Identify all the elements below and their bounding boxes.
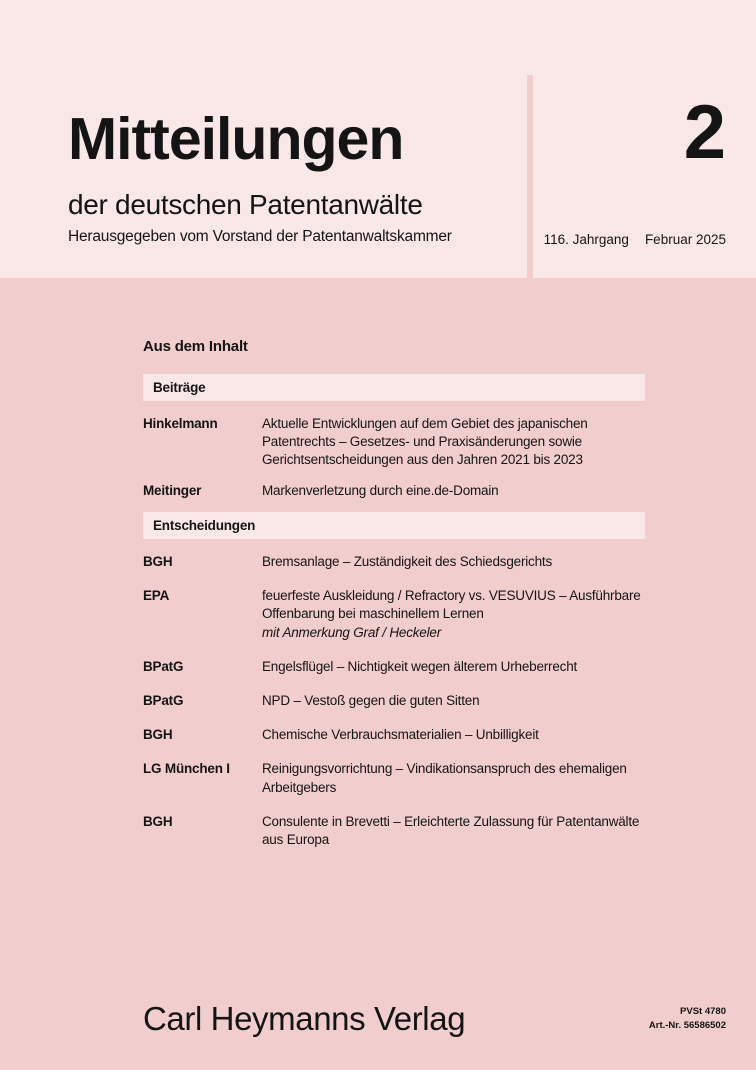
entry-title: Consulente in Brevetti – Erleichterte Zulassung für Patentanwälte aus Europa: [262, 813, 640, 848]
list-item[interactable]: [143, 813, 645, 849]
section-header-beitraege: Beiträge: [143, 374, 645, 401]
entry-note: mit Anmerkung Graf / Heckeler: [262, 624, 442, 640]
entry-author: BPatG: [143, 692, 184, 708]
page-title: Mitteilungen: [68, 106, 404, 172]
masthead: [0, 0, 756, 278]
entry-author: BGH: [143, 727, 173, 743]
entry-list-entscheidungen: [143, 553, 645, 849]
entry-title: Engelsflügel – Nichtigkeit wegen älterem Urheberrecht: [262, 658, 578, 674]
footer-codes: [649, 1005, 726, 1033]
entry-title: NPD – Vestoß gegen die guten Sitten: [262, 692, 480, 708]
article-number: Art.-Nr. 56586502: [648, 1019, 726, 1031]
entry-author: BGH: [143, 813, 173, 829]
table-of-contents: [143, 338, 645, 865]
volume-label: 116. Jahrgang: [543, 232, 629, 247]
contents-heading: Aus dem Inhalt: [143, 338, 248, 355]
list-item[interactable]: [143, 553, 645, 571]
entry-title: Markenverletzung durch eine.de-Domain: [262, 482, 499, 498]
entry-author: LG München I: [143, 761, 230, 777]
entry-author: Meitinger: [143, 482, 202, 498]
issue-number: 2: [683, 90, 726, 175]
entry-title: Chemische Verbrauchsmaterialien – Unbilligkeit: [262, 727, 539, 743]
entry-author: BGH: [143, 553, 173, 569]
issue-date-label: Februar 2025: [644, 232, 726, 247]
entry-author: EPA: [143, 588, 170, 604]
publisher-note: Herausgegeben vom Vorstand der Patentanwaltskammer: [68, 228, 452, 245]
entry-author: BPatG: [143, 658, 184, 674]
issue-meta: [544, 232, 726, 247]
entry-title: Bremsanlage – Zuständigkeit des Schiedsgerichts: [262, 553, 553, 569]
list-item[interactable]: [143, 726, 645, 744]
list-item[interactable]: [143, 587, 645, 642]
entry-author: Hinkelmann: [143, 416, 218, 431]
pvst-code: PVSt 4780: [680, 1006, 726, 1017]
list-item[interactable]: [143, 415, 645, 470]
entry-title: Reinigungsvorrichtung – Vindikationsanspruch des ehemaligen Arbeitgebers: [262, 761, 627, 795]
list-item[interactable]: [143, 692, 645, 710]
entry-title: Aktuelle Entwicklungen auf dem Gebiet des japanischen Patentrechts – Gesetzes- und Praxisänderungen sowie Gerichtsentscheidungen aus den Jahren 2021 bis 2023: [262, 416, 588, 468]
page-subtitle: der deutschen Patentanwälte: [68, 189, 423, 220]
list-item[interactable]: [143, 482, 645, 500]
entry-title: [262, 587, 645, 642]
list-item[interactable]: [143, 658, 645, 676]
entry-title-text: feuerfeste Auskleidung / Refractory vs. VESUVIUS – Ausführbare Offenbarung bei maschinellem Lernen: [262, 588, 641, 622]
section-header-entscheidungen: Entscheidungen: [143, 512, 645, 539]
list-item[interactable]: [143, 760, 645, 796]
publisher-name: Carl Heymanns Verlag: [143, 1000, 466, 1037]
entry-list-beitraege: [143, 415, 645, 500]
